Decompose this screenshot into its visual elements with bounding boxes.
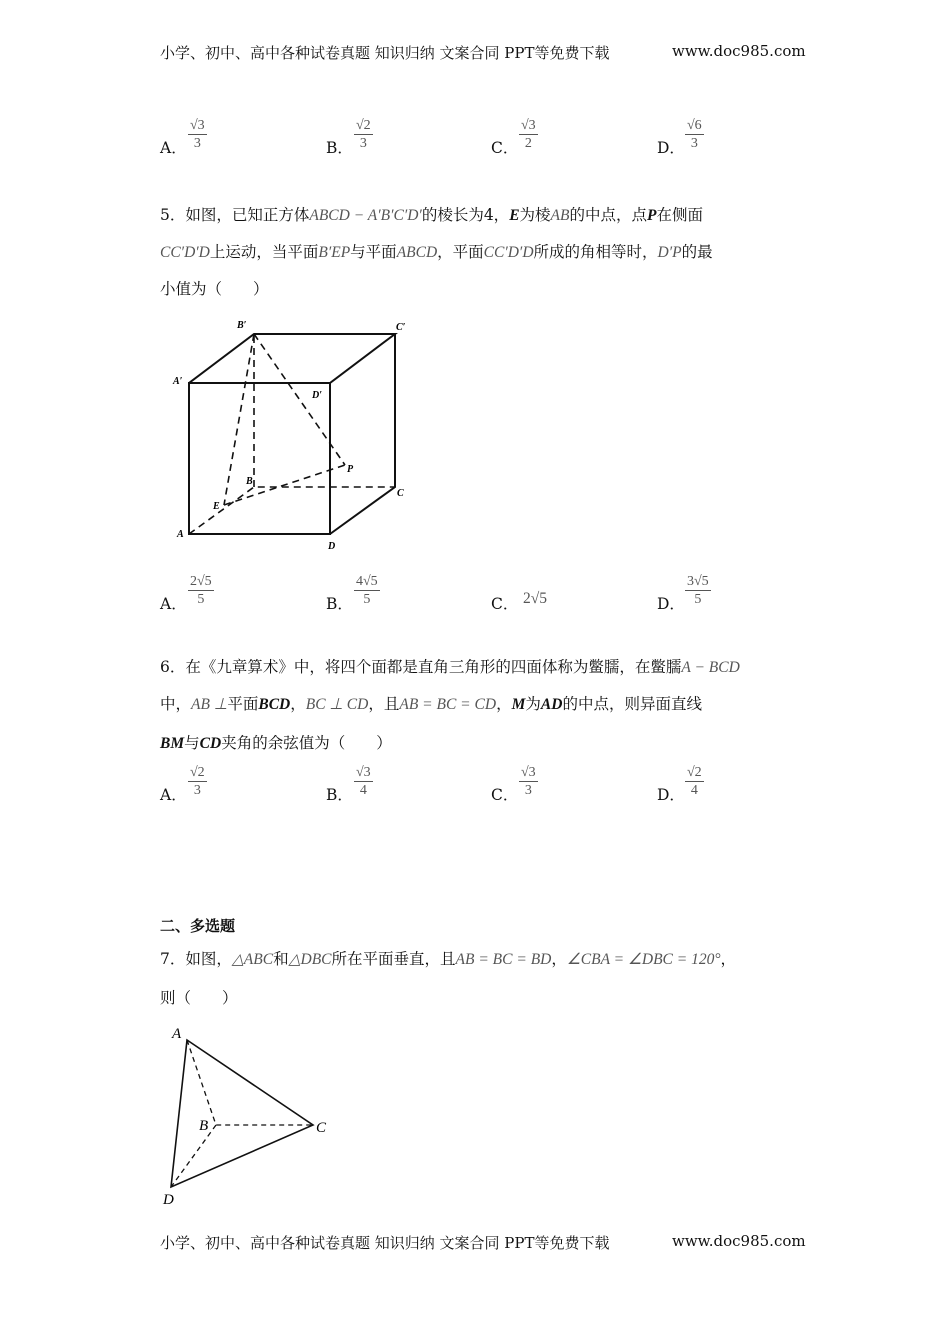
denominator: 2 bbox=[519, 134, 538, 152]
numerator: 2√5 bbox=[190, 574, 212, 589]
text: 在侧面 bbox=[656, 206, 703, 224]
denominator: 5 bbox=[685, 590, 711, 608]
numerator: √2 bbox=[356, 118, 371, 133]
math: P bbox=[647, 207, 657, 224]
option-label: D． bbox=[657, 786, 685, 804]
option-label: C． bbox=[491, 139, 519, 157]
math: M bbox=[511, 696, 526, 713]
math: AB = BC = BD bbox=[455, 951, 552, 968]
text: 与 bbox=[184, 734, 200, 752]
q6-line-1 bbox=[160, 655, 740, 677]
option-label: D． bbox=[657, 139, 685, 157]
math: CD bbox=[199, 735, 222, 752]
option-label: A． bbox=[160, 786, 187, 804]
header-text: 小学、初中、高中各种试卷真题 知识归纳 文案合同 PPT等免费下载 bbox=[160, 44, 610, 62]
header-url[interactable]: www.doc985.com bbox=[672, 42, 806, 60]
math: AB ⊥ bbox=[191, 696, 228, 713]
denominator: 3 bbox=[354, 134, 373, 152]
math: AB bbox=[550, 207, 570, 224]
denominator: 3 bbox=[685, 134, 704, 152]
text: ， bbox=[496, 695, 512, 713]
denominator: 4 bbox=[354, 781, 373, 799]
denominator: 3 bbox=[188, 134, 207, 152]
math: AD bbox=[540, 696, 563, 713]
label-a: A bbox=[177, 529, 184, 540]
label-b: B bbox=[246, 476, 253, 487]
math: BM bbox=[160, 735, 185, 752]
text: 上运动，当平面 bbox=[209, 243, 319, 261]
text: 7．如图， bbox=[160, 950, 232, 968]
label-c-prime: C′ bbox=[396, 322, 406, 333]
q5-line-3: 小值为（ ） bbox=[160, 280, 269, 298]
text: ，平面 bbox=[437, 243, 484, 261]
label-d: D bbox=[328, 541, 336, 552]
option-label: D． bbox=[657, 595, 685, 613]
text: 平面 bbox=[227, 695, 259, 713]
footer-url[interactable]: www.doc985.com bbox=[672, 1232, 806, 1250]
numerator: 3√5 bbox=[687, 574, 709, 589]
option-label: C． bbox=[491, 595, 519, 613]
numerator: √3 bbox=[190, 118, 205, 133]
text: ， bbox=[290, 695, 306, 713]
section-heading: 二、多选题 bbox=[160, 917, 236, 935]
denominator: 4 bbox=[685, 781, 704, 799]
math: B′EP bbox=[318, 244, 351, 261]
q5-line-2 bbox=[160, 240, 713, 262]
numerator: √2 bbox=[687, 765, 702, 780]
option-label: B． bbox=[326, 139, 353, 157]
label-b-prime: B′ bbox=[237, 320, 247, 331]
text: ，且 bbox=[368, 695, 400, 713]
math: E bbox=[509, 207, 520, 224]
numerator: √6 bbox=[687, 118, 702, 133]
q6-line-3 bbox=[160, 731, 392, 753]
denominator: 5 bbox=[354, 590, 380, 608]
option-label: C． bbox=[491, 786, 519, 804]
math: ABCD − A′B′C′D′ bbox=[309, 207, 422, 224]
math: AB = BC = CD bbox=[399, 696, 497, 713]
numerator: √3 bbox=[521, 765, 536, 780]
q6-line-2 bbox=[160, 692, 702, 714]
page-header bbox=[160, 42, 806, 63]
page-footer bbox=[160, 1232, 806, 1253]
numerator: 4√5 bbox=[356, 574, 378, 589]
q5-line-1 bbox=[160, 203, 703, 225]
text: 5．如图，已知正方体 bbox=[160, 206, 310, 224]
numerator: √3 bbox=[521, 118, 536, 133]
text: 的最 bbox=[681, 243, 713, 261]
denominator: 3 bbox=[188, 781, 207, 799]
label-c: C bbox=[316, 1120, 327, 1136]
label-d: D bbox=[163, 1192, 174, 1208]
text: 与平面 bbox=[350, 243, 397, 261]
footer-text: 小学、初中、高中各种试卷真题 知识归纳 文案合同 PPT等免费下载 bbox=[160, 1234, 610, 1252]
math: CC′D′D bbox=[160, 244, 210, 261]
text: 为棱 bbox=[519, 206, 551, 224]
math: CC′D′D bbox=[483, 244, 534, 261]
text: 的中点，则异面直线 bbox=[562, 695, 702, 713]
option-label: A． bbox=[160, 595, 187, 613]
text: 的中点，点 bbox=[569, 206, 647, 224]
math: BCD bbox=[258, 696, 291, 713]
text: ， bbox=[720, 950, 737, 968]
q7-line-2: 则（ ） bbox=[160, 989, 238, 1007]
option-label: B． bbox=[326, 786, 353, 804]
text: 6．在《九章算术》中，将四个面都是直角三角形的四面体称为鳖臑，在鳖臑 bbox=[160, 658, 682, 676]
label-p: P bbox=[347, 464, 354, 475]
math: D′P bbox=[657, 244, 682, 261]
option-label: B． bbox=[326, 595, 353, 613]
text: 夹角的余弦值为（ ） bbox=[221, 734, 392, 752]
label-c: C bbox=[397, 488, 404, 499]
denominator: 5 bbox=[188, 590, 214, 608]
label-e: E bbox=[213, 501, 220, 512]
numerator: √3 bbox=[356, 765, 371, 780]
text: 和 bbox=[273, 950, 289, 968]
math: ABCD bbox=[396, 244, 438, 261]
text: 所在平面垂直，且 bbox=[331, 950, 456, 968]
text: 所成的角相等时， bbox=[533, 243, 658, 261]
label-a: A bbox=[172, 1026, 182, 1042]
denominator: 3 bbox=[519, 781, 538, 799]
text: ， bbox=[551, 950, 567, 968]
q7-line-1 bbox=[160, 947, 736, 969]
math: ∠CBA = ∠DBC = 120° bbox=[566, 951, 721, 968]
option-label: A． bbox=[160, 139, 187, 157]
label-b: B bbox=[199, 1118, 209, 1134]
numerator: √2 bbox=[190, 765, 205, 780]
math: △DBC bbox=[288, 951, 332, 968]
label-a-prime: A′ bbox=[173, 376, 183, 387]
math: A − BCD bbox=[681, 659, 740, 676]
label-d-prime: D′ bbox=[312, 390, 323, 401]
text: 为 bbox=[525, 695, 541, 713]
math: BC ⊥ CD bbox=[305, 696, 369, 713]
option-value: 2√5 bbox=[523, 590, 548, 607]
math: △ABC bbox=[231, 951, 274, 968]
text: 的棱长为4， bbox=[421, 206, 510, 224]
text: 中， bbox=[160, 695, 192, 713]
